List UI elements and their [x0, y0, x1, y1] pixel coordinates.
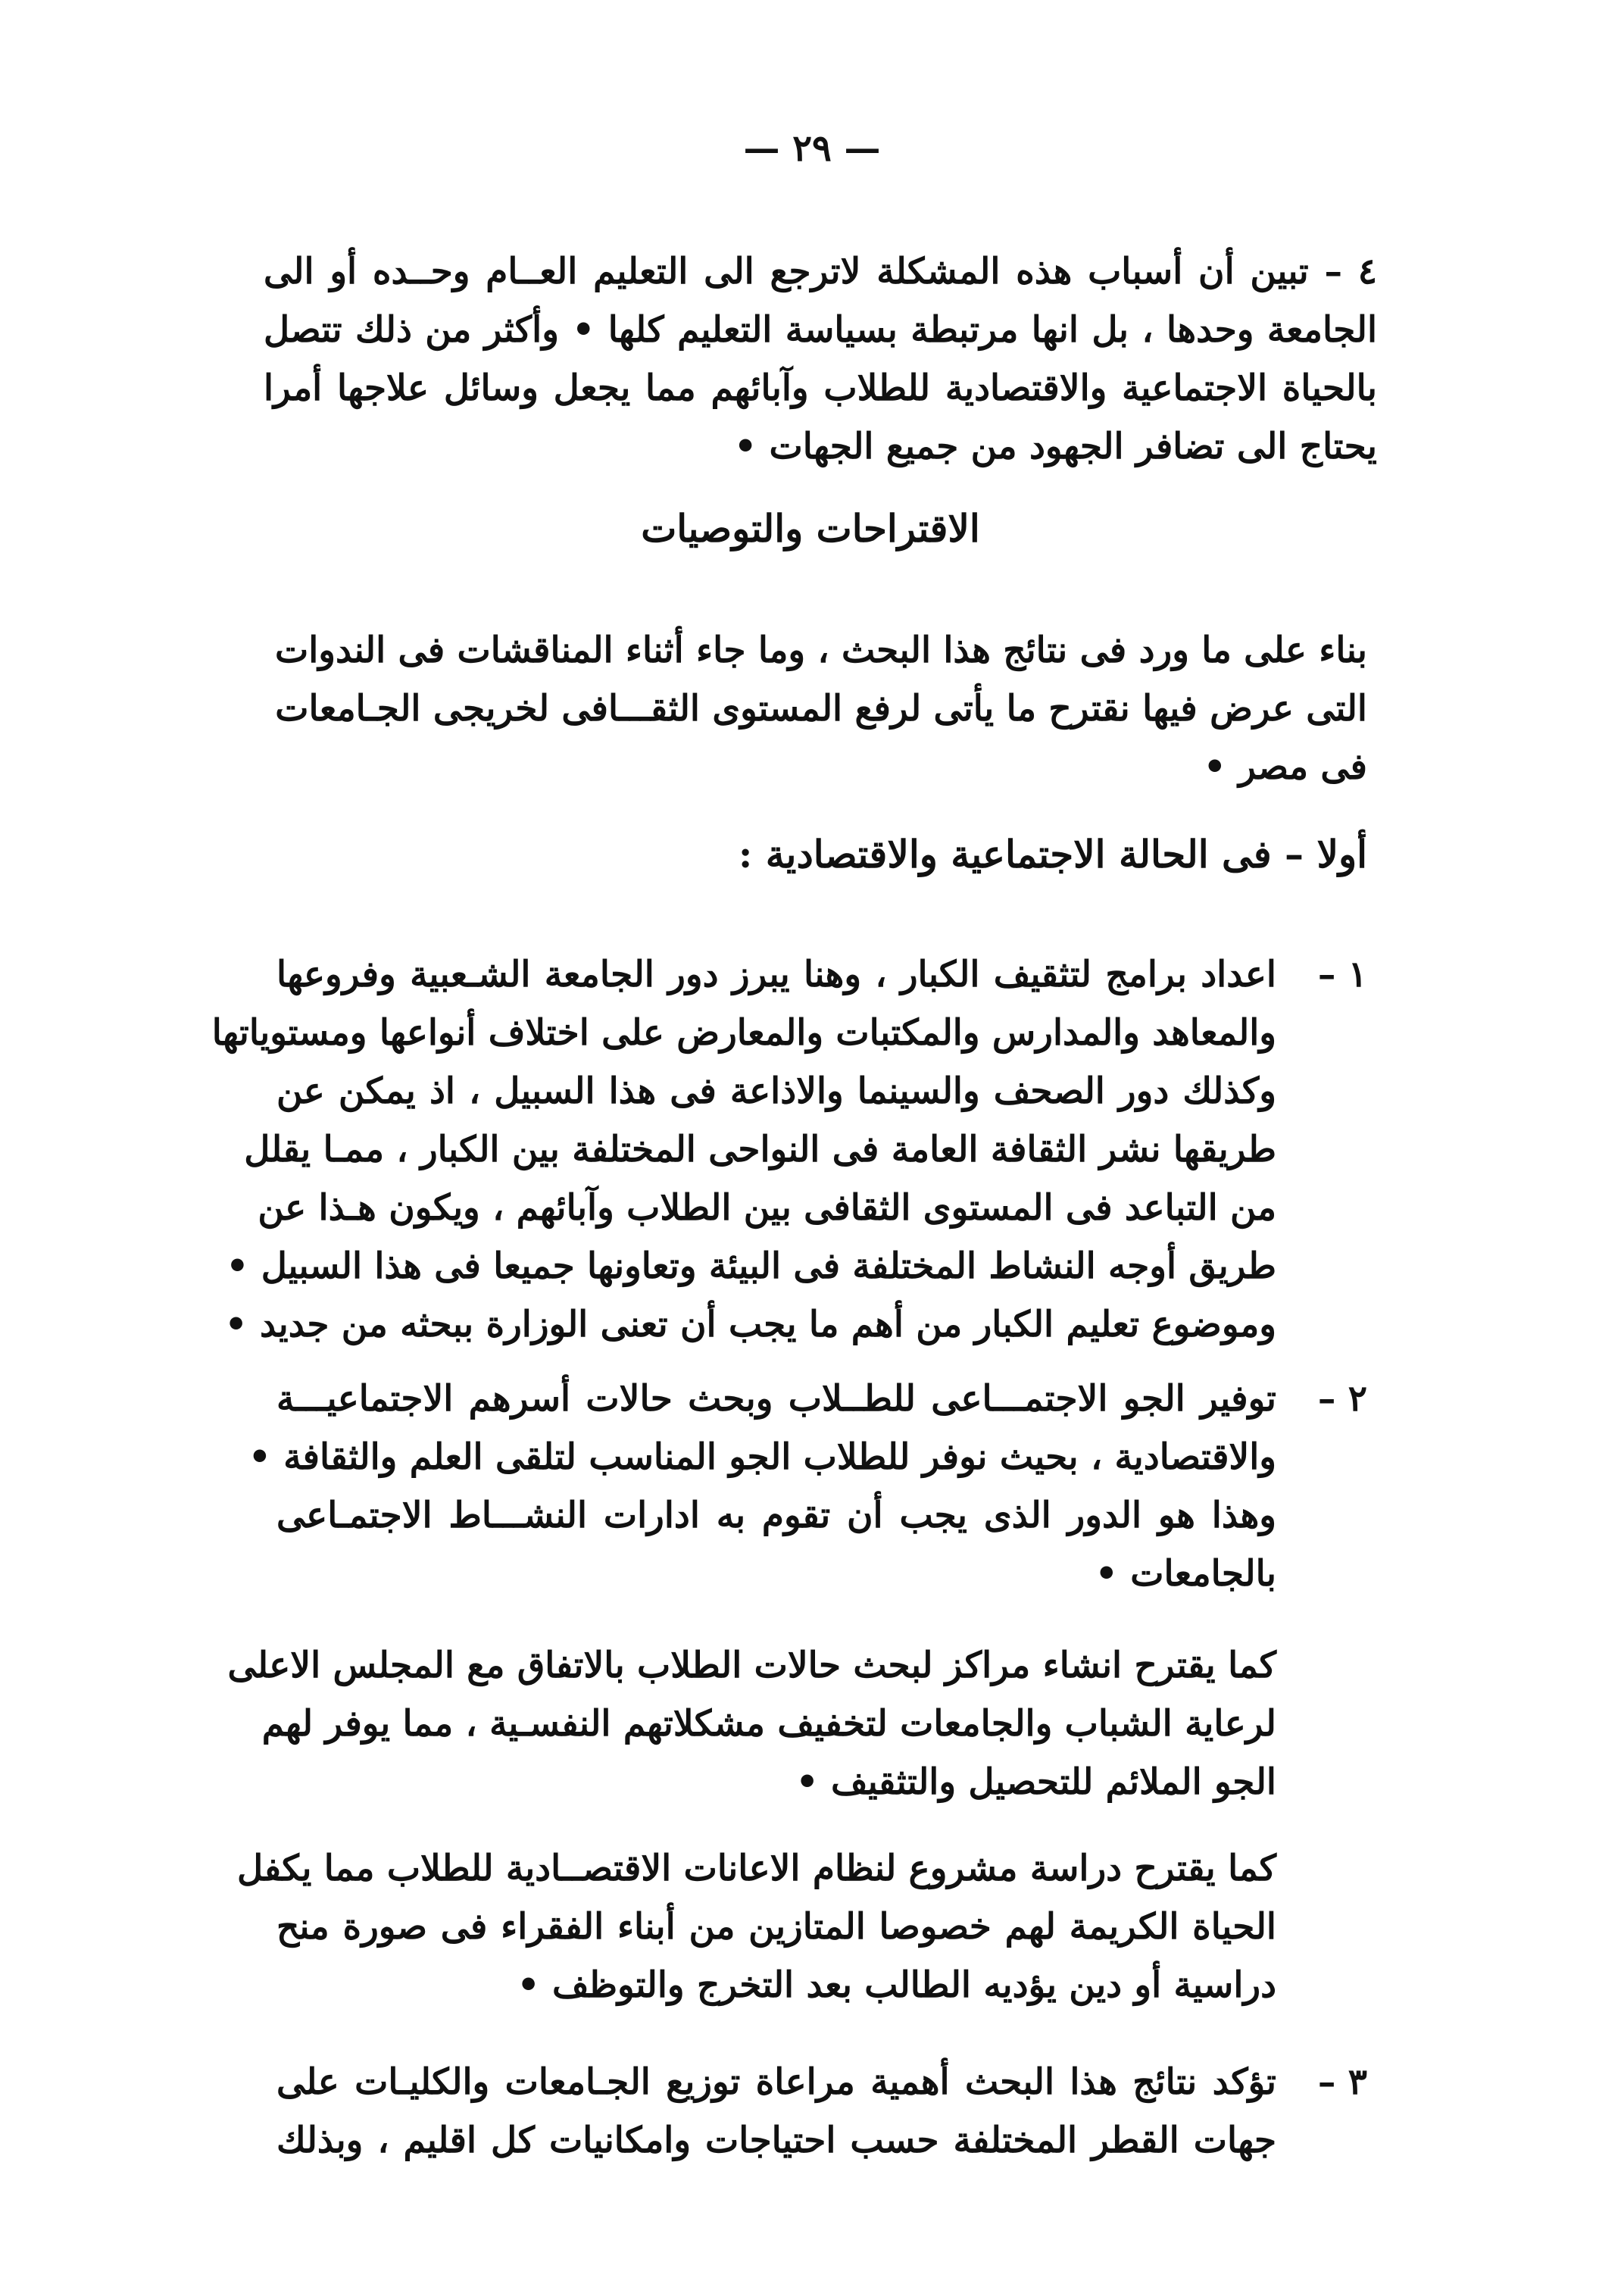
item-body — [248, 1370, 1276, 1603]
paragraph-item-2-centers — [227, 1636, 1276, 1811]
item-line: طريق أوجه النشاط المختلفة فى البيئة وتعاونها جميعا فى هذا السبيل • — [226, 1245, 1276, 1287]
paragraph-line: الجامعة وحدها ، بل انها مرتبطة بسياسة التعليم كلها • وأكثر من ذلك تتصل — [264, 309, 1377, 351]
recommendation-item-1 — [211, 945, 1367, 1354]
item-line: والاقتصادية ، بحيث نوفر للطلاب الجو المناسب لتلقى العلم والثقافة • — [248, 1436, 1276, 1478]
item-number: ١ – — [1317, 954, 1367, 995]
paragraph-line: بناء على ما ورد فى نتائج هذا البحث ، وما جاء أثناء المناقشات فى الندوات — [274, 630, 1367, 671]
paragraph-line: الجو الملائم للتحصيل والتثقيف • — [795, 1761, 1276, 1803]
paragraph-line: لرعاية الشباب والجامعات لتخفيف مشكلاتهم النفسـية ، مما يوفر لهم — [261, 1703, 1276, 1745]
item-line: وموضوع تعليم الكبار من أهم ما يجب أن تعنى الوزارة ببحثه من جديد • — [224, 1304, 1276, 1345]
paragraph-line: التى عرض فيها نقترح ما يأتى لرفع المستوى الثقـــافى لخريجى الجـامعات — [275, 688, 1367, 730]
paragraph-line: الحياة الكريمة لهم خصوصا المتازين من أبناء الفقراء فى صورة منح — [276, 1906, 1276, 1948]
paragraph-line: فى مصر • — [1203, 746, 1367, 788]
recommendation-item-3 — [276, 2053, 1367, 2170]
paragraph-line: كما يقترح انشاء مراكز لبحث حالات الطلاب بالاتفاق مع المجلس الاعلى — [227, 1645, 1276, 1686]
item-line: وهذا هو الدور الذى يجب أن تقوم به ادارات النشـــاط الاجتمـاعى — [276, 1495, 1276, 1536]
item-line: من التباعد فى المستوى الثقافى بين الطلاب وآبائهم ، ويكون هـذا عن — [258, 1187, 1276, 1229]
item-line: والمعاهد والمدارس والمكتبات والمعارض على اختلاف أنواعها ومستوياتها — [211, 1012, 1276, 1054]
item-body — [276, 2053, 1276, 2170]
item-number: ٢ – — [1317, 1378, 1367, 1420]
paragraph-line: كما يقترح دراسة مشروع لنظام الاعانات الاقتصــادية للطلاب مما يكفل — [237, 1848, 1276, 1889]
item-line: بالجامعات • — [1095, 1553, 1276, 1595]
paragraph-intro — [276, 621, 1367, 796]
subsection-heading-social-economic: أولا – فى الحالة الاجتماعية والاقتصادية : — [738, 832, 1367, 876]
paragraph-line: دراسية أو دين يؤديه الطالب بعد التخرج والتوظف • — [517, 1964, 1276, 2006]
item-line: وكذلك دور الصحف والسينما والاذاعة فى هذا السبيل ، اذ يمكن عن — [276, 1070, 1276, 1112]
item-number: ٣ – — [1317, 2061, 1367, 2103]
item-body — [211, 945, 1276, 1354]
paragraph-item-2-aid — [237, 1839, 1276, 2014]
recommendation-item-2 — [248, 1370, 1367, 1603]
section-title-recommendations: الاقتراحات والتوصيات — [641, 506, 980, 551]
item-line: طريقها نشر الثقافة العامة فى النواحى المختلفة بين الكبار ، ممـا يقلل — [244, 1129, 1276, 1170]
paragraph-line: بالحياة الاجتماعية والاقتصادية للطلاب وآبائهم مما يجعل وسائل علاجها أمرا — [264, 367, 1377, 409]
paragraph-line: يحتاج الى تضافر الجهود من جميع الجهات • — [734, 426, 1377, 467]
paragraph-point-4 — [264, 242, 1377, 476]
paragraph-line: ٤ – تبين أن أسباب هذه المشكلة لاترجع الى التعليم العــام وحــده أو الى — [264, 251, 1377, 292]
item-line: توفير الجو الاجتمـــاعى للطــلاب وبحث حالات أسرهم الاجتماعيـــة — [276, 1378, 1276, 1420]
item-line: جهات القطر المختلفة حسب احتياجات وامكانيات كل اقليم ، وبذلك — [276, 2120, 1276, 2161]
item-line: تؤكد نتائج هذا البحث أهمية مراعاة توزيع الجـامعات والكليـات على — [276, 2061, 1276, 2103]
item-line: اعداد برامج لتثقيف الكبار ، وهنا يبرز دور الجامعة الشـعبية وفروعها — [276, 954, 1276, 995]
page-number: — ٢٩ — — [743, 127, 881, 170]
